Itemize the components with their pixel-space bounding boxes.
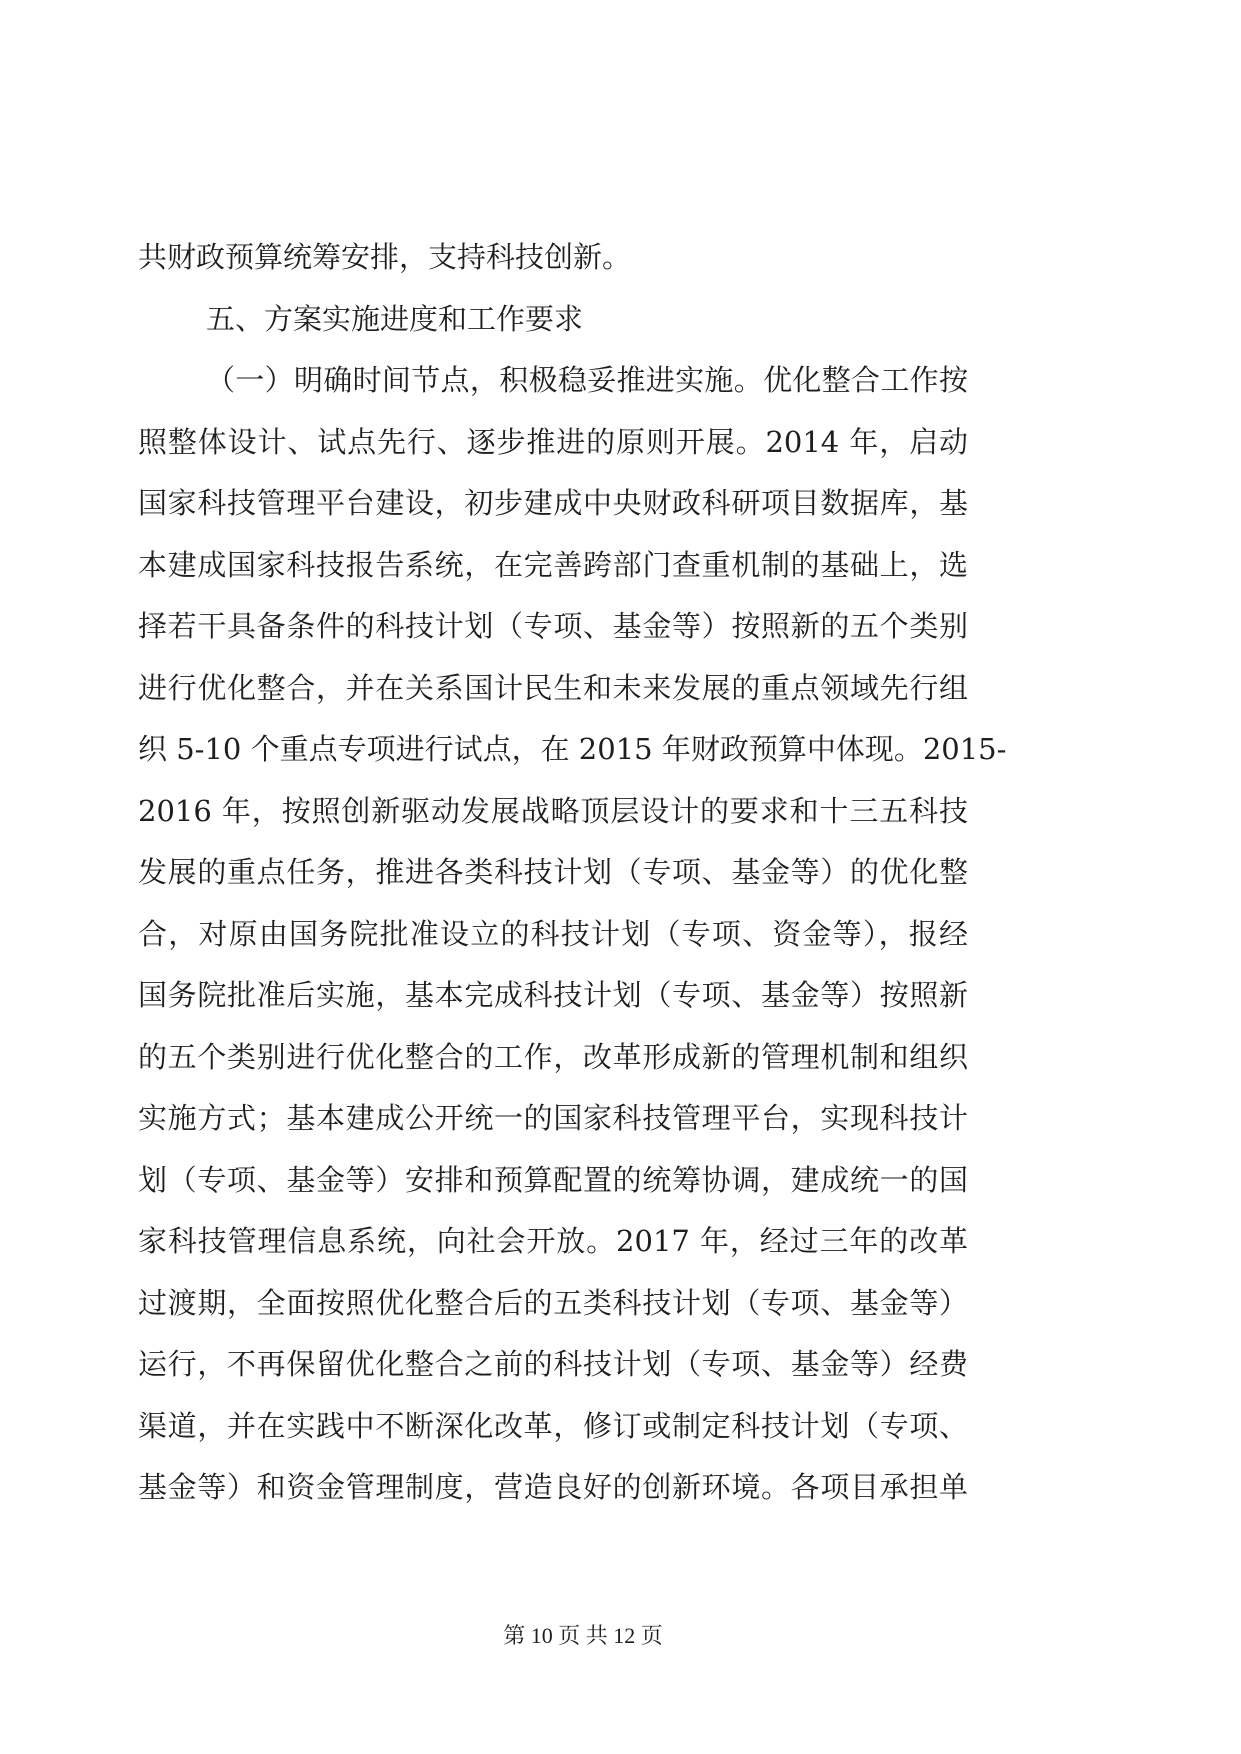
paragraph-line: 本建成国家科技报告系统，在完善跨部门查重机制的基础上，选: [138, 547, 968, 582]
paragraph-line: 2016 年，按照创新驱动发展战略顶层设计的要求和十三五科技: [138, 793, 968, 828]
paragraph-line: 照整体设计、试点先行、逐步推进的原则开展。2014 年，启动: [138, 424, 968, 459]
paragraph-line: 基金等）和资金管理制度，营造良好的创新环境。各项目承担单: [138, 1470, 968, 1504]
paragraph-line: 家科技管理信息系统，向社会开放。2017 年，经过三年的改革: [138, 1224, 968, 1258]
section-heading: 五、方案实施进度和工作要求: [206, 301, 584, 336]
paragraph-line: 划（专项、基金等）安排和预算配置的统筹协调，建成统一的国: [138, 1162, 968, 1197]
paragraph-line: 国务院批准后实施，基本完成科技计划（专项、基金等）按照新: [138, 978, 968, 1012]
paragraph-line: 的五个类别进行优化整合的工作，改革形成新的管理机制和组织: [138, 1039, 968, 1074]
paragraph-line: 进行优化整合，并在关系国计民生和未来发展的重点领域先行组: [138, 670, 968, 705]
paragraph-line: 运行，不再保留优化整合之前的科技计划（专项、基金等）经费: [138, 1347, 968, 1381]
body-text: [138, 227, 1007, 1519]
page-number-footer: 第 10 页 共 12 页: [503, 1623, 663, 1648]
paragraph-line: 过渡期，全面按照优化整合后的五类科技计划（专项、基金等）: [138, 1285, 968, 1320]
paragraph-line: 织 5-10 个重点专项进行试点，在 2015 年财政预算中体现。2015-: [138, 732, 1007, 766]
paragraph-line: 合，对原由国务院批准设立的科技计划（专项、资金等），报经: [138, 916, 968, 951]
continuation-line: 共财政预算统筹安排，支持科技创新。: [138, 240, 632, 274]
paragraph-line: 实施方式；基本建成公开统一的国家科技管理平台，实现科技计: [138, 1101, 968, 1135]
paragraph-line: 择若干具备条件的科技计划（专项、基金等）按照新的五个类别: [138, 609, 968, 643]
paragraph-line: 国家科技管理平台建设，初步建成中央财政科研项目数据库，基: [138, 486, 968, 520]
paragraph-line: （一）明确时间节点，积极稳妥推进实施。优化整合工作按: [206, 363, 968, 397]
paragraph-line: 渠道，并在实践中不断深化改革，修订或制定科技计划（专项、: [138, 1408, 968, 1443]
paragraph-line: 发展的重点任务，推进各类科技计划（专项、基金等）的优化整: [138, 855, 968, 889]
